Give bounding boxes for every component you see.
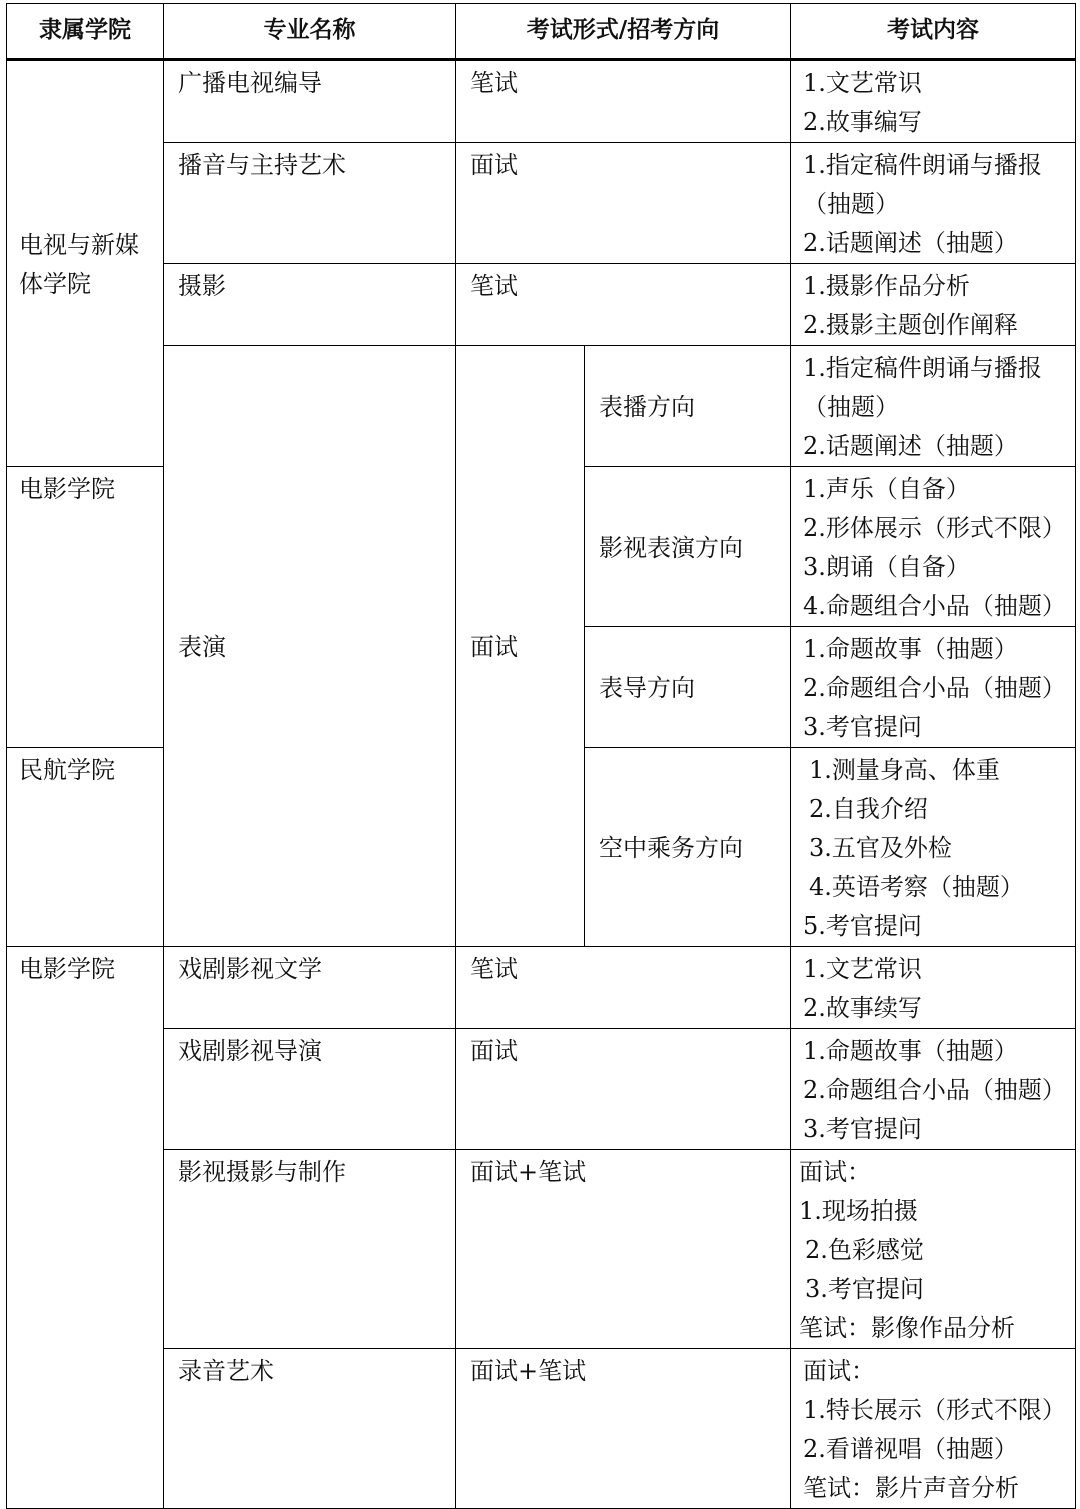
header-college: 隶属学院 [7, 4, 164, 59]
exam-form-cell: 面试+笔试 [456, 1349, 791, 1509]
direction-cell: 影视表演方向 [585, 467, 791, 627]
exam-form-cell-performance: 面试 [456, 346, 585, 947]
content-line: 1.摄影作品分析 [803, 272, 970, 300]
content-line: 2.形体展示（形式不限） [803, 514, 1066, 542]
content-line: 笔试：影像作品分析 [799, 1314, 1015, 1342]
major-cell: 录音艺术 [164, 1349, 456, 1509]
major-cell: 影视摄影与制作 [164, 1150, 456, 1349]
content-line: 2.摄影主题创作阐释 [803, 311, 1018, 339]
content-line: 笔试：影片声音分析 [803, 1474, 1019, 1502]
direction-cell: 空中乘务方向 [585, 748, 791, 947]
exam-content-cell [791, 264, 1076, 346]
exam-content-cell [791, 1029, 1076, 1150]
exam-form-cell: 笔试 [456, 264, 791, 346]
content-line: 2.命题组合小品（抽题） [803, 1076, 1066, 1104]
major-cell: 播音与主持艺术 [164, 143, 456, 264]
header-major: 专业名称 [164, 4, 456, 59]
college-cell-film-2: 电影学院 [7, 947, 164, 1509]
college-cell-film: 电影学院 [7, 467, 164, 748]
content-line: 2.命题组合小品（抽题） [803, 674, 1066, 702]
exam-content-cell [791, 346, 1076, 467]
content-line: 5.考官提问 [803, 912, 922, 940]
table-row [7, 1150, 1076, 1349]
major-cell: 广播电视编导 [164, 61, 456, 143]
content-line: 4.英语考察（抽题） [809, 873, 1024, 901]
header-exam-form: 考试形式/招考方向 [456, 4, 791, 59]
exam-content-cell [791, 748, 1076, 947]
exam-content-cell [791, 1349, 1076, 1509]
content-line: 3.五官及外检 [809, 834, 952, 862]
content-line: 2.看谱视唱（抽题） [803, 1435, 1018, 1463]
table-row [7, 947, 1076, 1029]
direction-cell: 表导方向 [585, 627, 791, 748]
exam-table [6, 3, 1076, 1509]
content-line: 1.现场拍摄 [799, 1197, 918, 1225]
exam-form-cell: 面试 [456, 1029, 791, 1150]
content-line: 2.故事续写 [803, 994, 922, 1022]
content-line: 面试： [799, 1158, 871, 1186]
exam-content-cell [791, 143, 1076, 264]
content-line: 4.命题组合小品（抽题） [803, 592, 1066, 620]
content-line: 1.声乐（自备） [803, 475, 970, 503]
major-cell: 戏剧影视导演 [164, 1029, 456, 1150]
content-line: 3.朗诵（自备） [803, 553, 970, 581]
college-cell-aviation: 民航学院 [7, 748, 164, 947]
exam-content-cell [791, 1150, 1076, 1349]
content-line: 1.文艺常识 [803, 69, 922, 97]
college-name: 电视与新媒体学院 [19, 231, 139, 298]
content-line: 2.故事编写 [803, 108, 922, 136]
content-line: 2.色彩感觉 [805, 1236, 924, 1264]
exam-form-cell: 面试+笔试 [456, 1150, 791, 1349]
table-row [7, 264, 1076, 346]
college-cell-tv [7, 61, 164, 467]
table-row [7, 1029, 1076, 1150]
major-cell: 戏剧影视文学 [164, 947, 456, 1029]
content-line: 1.指定稿件朗诵与播报 [803, 151, 1042, 179]
table-row [7, 1349, 1076, 1509]
exam-form-cell: 面试 [456, 143, 791, 264]
table-row [7, 346, 1076, 467]
table-row [7, 61, 1076, 143]
content-line: （抽题） [803, 190, 899, 218]
content-line: 2.自我介绍 [809, 795, 928, 823]
content-line: 3.考官提问 [803, 1115, 922, 1143]
content-line: 面试： [803, 1357, 875, 1385]
content-line: 3.考官提问 [803, 713, 922, 741]
exam-content-cell [791, 947, 1076, 1029]
content-line: 1.命题故事（抽题） [803, 635, 1018, 663]
exam-form-cell: 笔试 [456, 947, 791, 1029]
content-line: 2.话题阐述（抽题） [803, 229, 1018, 257]
exam-form-cell: 笔试 [456, 61, 791, 143]
exam-content-cell [791, 627, 1076, 748]
content-line: （抽题） [803, 393, 899, 421]
table-row [7, 143, 1076, 264]
exam-content-cell [791, 467, 1076, 627]
content-line: 2.话题阐述（抽题） [803, 432, 1018, 460]
exam-content-cell [791, 61, 1076, 143]
content-line: 1.测量身高、体重 [809, 756, 1000, 784]
major-cell-performance: 表演 [164, 346, 456, 947]
content-line: 1.命题故事（抽题） [803, 1037, 1018, 1065]
content-line: 3.考官提问 [805, 1275, 924, 1303]
header-exam-content: 考试内容 [791, 4, 1076, 59]
content-line: 1.特长展示（形式不限） [803, 1396, 1066, 1424]
major-cell: 摄影 [164, 264, 456, 346]
direction-cell: 表播方向 [585, 346, 791, 467]
content-line: 1.文艺常识 [803, 955, 922, 983]
content-line: 1.指定稿件朗诵与播报 [803, 354, 1042, 382]
header-row [7, 4, 1076, 59]
